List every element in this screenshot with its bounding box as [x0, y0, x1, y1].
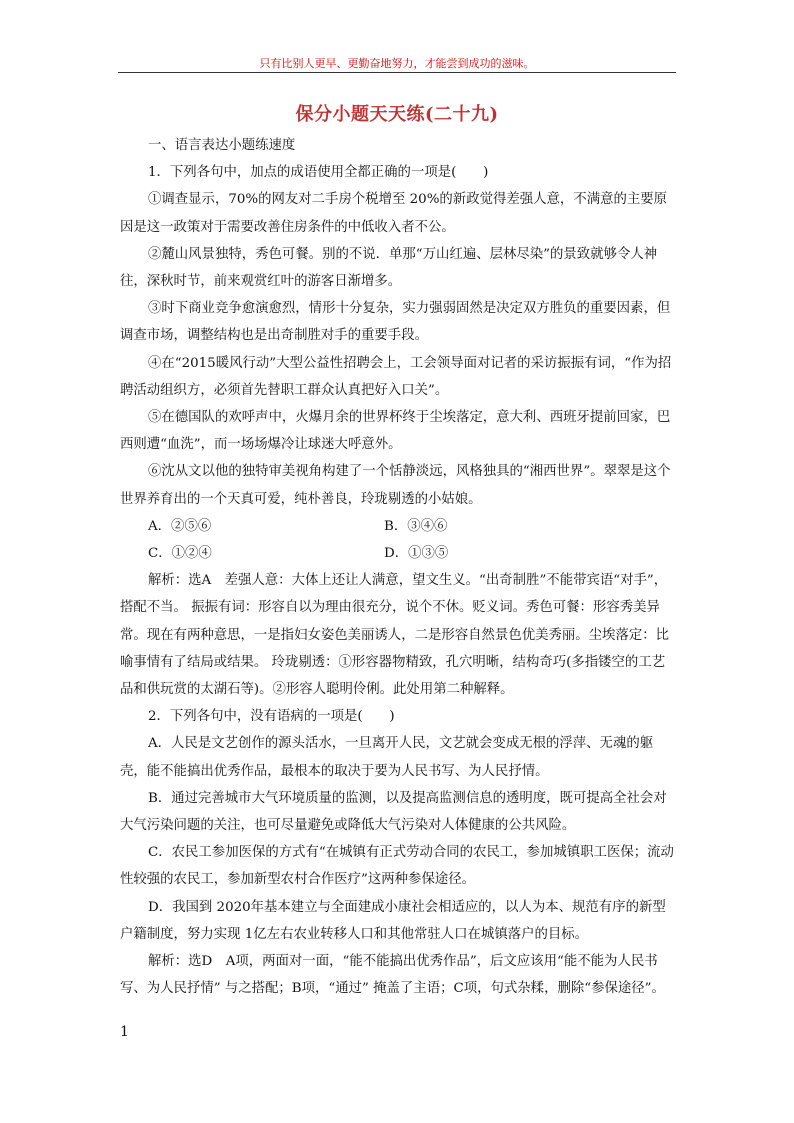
- q1-stem: 1．下列各句中，加点的成语使用全都正确的一项是( ): [148, 165, 489, 181]
- q1-item-2: ②麓山风景独特，秀色可餐。别的不说．单那“万山红遍、层林尽染”的景致就够令人神往，深秋时节，前来观赏红叶的游客日渐增多。: [120, 246, 658, 290]
- header-motto: 只有比别人更早、更勤奋地努力，才能尝到成功的滋味。: [259, 57, 535, 70]
- q1-option-d: D．①③⑤: [384, 546, 449, 562]
- q2-option-c: C．农民工参加医保的方式有“在城镇有正式劳动合同的农民工，参加城镇职工医保；流动性较强的农民工，参加新型农村合作医疗”这两种参保途径。: [120, 845, 674, 888]
- q1-item-5: ⑤在德国队的欢呼声中，火爆月余的世界杯终于尘埃落定，意大利、西班牙提前回家，巴西则遭“血洗”，而一场场爆冷让球迷大呼意外。: [120, 410, 671, 453]
- q1-option-b: B．③④⑥: [384, 518, 448, 534]
- q1-option-c: C．①②④: [148, 546, 212, 562]
- q1-analysis: 解析：选A 差强人意：大体上还让人满意，望文生义。“出奇制胜”不能带宾语“对手”，搭配不当。 振振有词：形容自以为理由很充分，说个不休。贬义词。秀色可餐：形容秀美异常。现在有两种意思，一是指妇女姿色美丽诱人，二是形容自然景色优美秀丽。尘埃落定：比喻事情有了结局或结果。 玲珑剔透：①形容器物精致，孔穴明晰，结构奇巧(多指镂空的工艺品和供玩赏的太湖石等)。②形容人聪明伶俐。此处用第二种解释。: [120, 573, 670, 698]
- q2-option-a: A．人民是文艺创作的源头活水，一旦离开人民，文艺就会变成无根的浮萍、无魂的躯壳，能不能搞出优秀作品，最根本的取决于要为人民书写、为人民抒情。: [120, 736, 654, 779]
- q2-stem: 2．下列各句中，没有语病的一项是( ): [148, 709, 395, 725]
- q2-option-b: B．通过完善城市大气环境质量的监测，以及提高监测信息的透明度，既可提高全社会对大气污染问题的关注，也可尽量避免或降低大气污染对人体健康的公共风险。: [120, 790, 667, 834]
- q1-options-row-1: [120, 513, 678, 540]
- page-number: 1: [120, 1024, 129, 1040]
- q1-option-a: A．②⑤⑥: [148, 518, 212, 534]
- q1-item-1: ①调查显示，70%的网友对二手房个税增至 20%的新政觉得差强人意，不满意的主要原因是这一政策对于需要改善住房条件的中低收入者不公。: [120, 192, 668, 235]
- q1-item-3: ③时下商业竞争愈演愈烈，情形十分复杂，实力强弱固然是决定双方胜负的重要因素，但调查市场，调整结构也是出奇制胜对手的重要手段。: [120, 301, 671, 344]
- q1-options-row-2: [120, 540, 678, 567]
- q1-item-4: ④在“2015暖风行动”大型公益性招聘会上，工会领导面对记者的采访振振有词，“作为招聘活动组织方，必须首先替职工群众认真把好入口关”。: [120, 355, 672, 398]
- page-title: 保分小题天天练(二十九): [295, 104, 499, 125]
- q1-item-6: ⑥沈从文以他的独特审美视角构建了一个恬静淡远，风格独具的“湘西世界”。翠翠是这个世界养育出的一个天真可爱，纯朴善良，玲珑剔透的小姑娘。: [120, 464, 671, 507]
- page-header: [118, 52, 676, 73]
- section-heading: 一、语言表达小题练速度: [148, 138, 296, 153]
- q2-analysis: 解析：选D A项，两面对一面，“能不能搞出优秀作品”，后文应该用“能不能为人民书写、为人民抒情” 与之搭配；B项，“通过” 掩盖了主语；C项，句式杂糅，删除“参保途径”。: [120, 954, 665, 997]
- document-body: [120, 132, 678, 1002]
- q2-option-d: D．我国到 2020年基本建立与全面建成小康社会相适应的，以人为本、规范有序的新型户籍制度，努力实现 1亿左右农业转移人口和其他常驻人口在城镇落户的目标。: [120, 899, 666, 942]
